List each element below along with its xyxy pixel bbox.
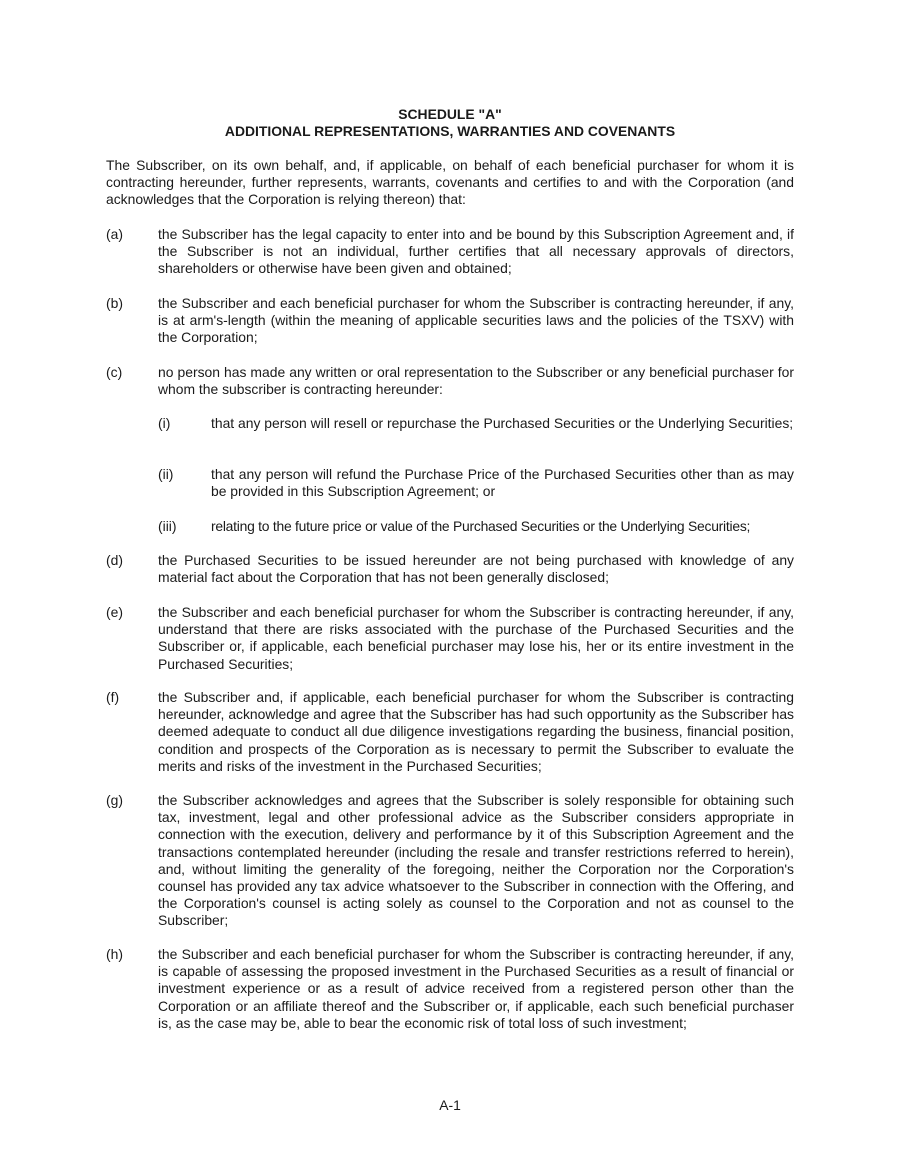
item-text-g: the Subscriber acknowledges and agrees that the Subscriber is solely responsible for obtaining such tax, investment, legal and other professional advice as the Subscriber considers appropriate in connection with the execution, delivery and performance by it of this Subscription Agreement and the transactions contemplated hereunder (including the resale and transfer restrictions referred to herein), and, without limiting the generality of the foregoing, neither the Corporation nor the Corporation's counsel has provided any tax advice whatsoever to the Subscriber in connection with the Offering, and the Corporation's counsel is acting solely as counsel to the Corporation and not as counsel to the Subscriber; xyxy=(158,792,794,929)
schedule-subtitle: ADDITIONAL REPRESENTATIONS, WARRANTIES AND COVENANTS xyxy=(224,123,676,139)
item-text-b: the Subscriber and each beneficial purchaser for whom the Subscriber is contracting hereunder, if any, is at arm's-length (within the meaning of applicable securities laws and the policies of the TSXV) with the Corporation; xyxy=(158,295,794,346)
item-label-a: (a) xyxy=(106,226,123,242)
item-text-a: the Subscriber has the legal capacity to enter into and be bound by this Subscription Agreement and, if the Subscriber is not an individual, further certifies that all necessary approvals of directors, shareholders or otherwise have been given and obtained; xyxy=(158,226,794,277)
item-label-g: (g) xyxy=(106,792,123,808)
subitem-label-ii: (ii) xyxy=(158,466,174,482)
subitem-text-i: that any person will resell or repurchase the Purchased Securities or the Underlying Securities; xyxy=(211,415,794,431)
item-text-c: no person has made any written or oral representation to the Subscriber or any beneficial purchaser for whom the subscriber is contracting hereunder: xyxy=(158,364,794,398)
subitem-text-ii: that any person will refund the Purchase Price of the Purchased Securities other than as may be provided in this Subscription Agreement; or xyxy=(211,466,794,500)
item-text-h: the Subscriber and each beneficial purchaser for whom the Subscriber is contracting hereunder, if any, is capable of assessing the proposed investment in the Purchased Securities as a result of financial or investment experience or as a result of advice received from a registered person other than the Corporation or an affiliate thereof and the Subscriber or, if applicable, each such beneficial purchaser is, as the case may be, able to bear the economic risk of total loss of such investment; xyxy=(158,946,794,1031)
item-label-b: (b) xyxy=(106,295,123,311)
item-label-c: (c) xyxy=(106,364,123,380)
intro-paragraph: The Subscriber, on its own behalf, and, if applicable, on behalf of each beneficial purchaser for whom it is contracting hereunder, further represents, warrants, covenants and certifies to and with the Corporation (and acknowledges that the Corporation is relying thereon) that: xyxy=(106,157,794,208)
item-text-d: the Purchased Securities to be issued hereunder are not being purchased with knowledge of any material fact about the Corporation that has not been generally disclosed; xyxy=(158,552,794,586)
subitem-text-iii: relating to the future price or value of the Purchased Securities or the Underlying Securities; xyxy=(211,518,751,534)
item-label-e: (e) xyxy=(106,604,123,620)
subitem-label-iii: (iii) xyxy=(158,518,177,534)
item-label-f: (f) xyxy=(106,689,120,705)
item-text-f: the Subscriber and, if applicable, each beneficial purchaser for whom the Subscriber is contracting hereunder, acknowledge and agree that the Subscriber has had such opportunity as the Subscriber has deemed adequate to conduct all due diligence investigations regarding the business, financial position, condition and prospects of the Corporation as is necessary to permit the Subscriber to evaluate the merits and risks of the investment in the Purchased Securities; xyxy=(158,689,794,774)
item-text-e: the Subscriber and each beneficial purchaser for whom the Subscriber is contracting hereunder, if any, understand that there are risks associated with the purchase of the Purchased Securities and the Subscriber or, if applicable, each beneficial purchaser may lose his, her or its entire investment in the Purchased Securities; xyxy=(158,604,794,672)
page-number: A-1 xyxy=(439,1097,461,1113)
item-label-d: (d) xyxy=(106,552,123,568)
item-label-h: (h) xyxy=(106,946,123,962)
schedule-title: SCHEDULE "A" xyxy=(398,106,502,122)
subitem-label-i: (i) xyxy=(158,415,171,431)
